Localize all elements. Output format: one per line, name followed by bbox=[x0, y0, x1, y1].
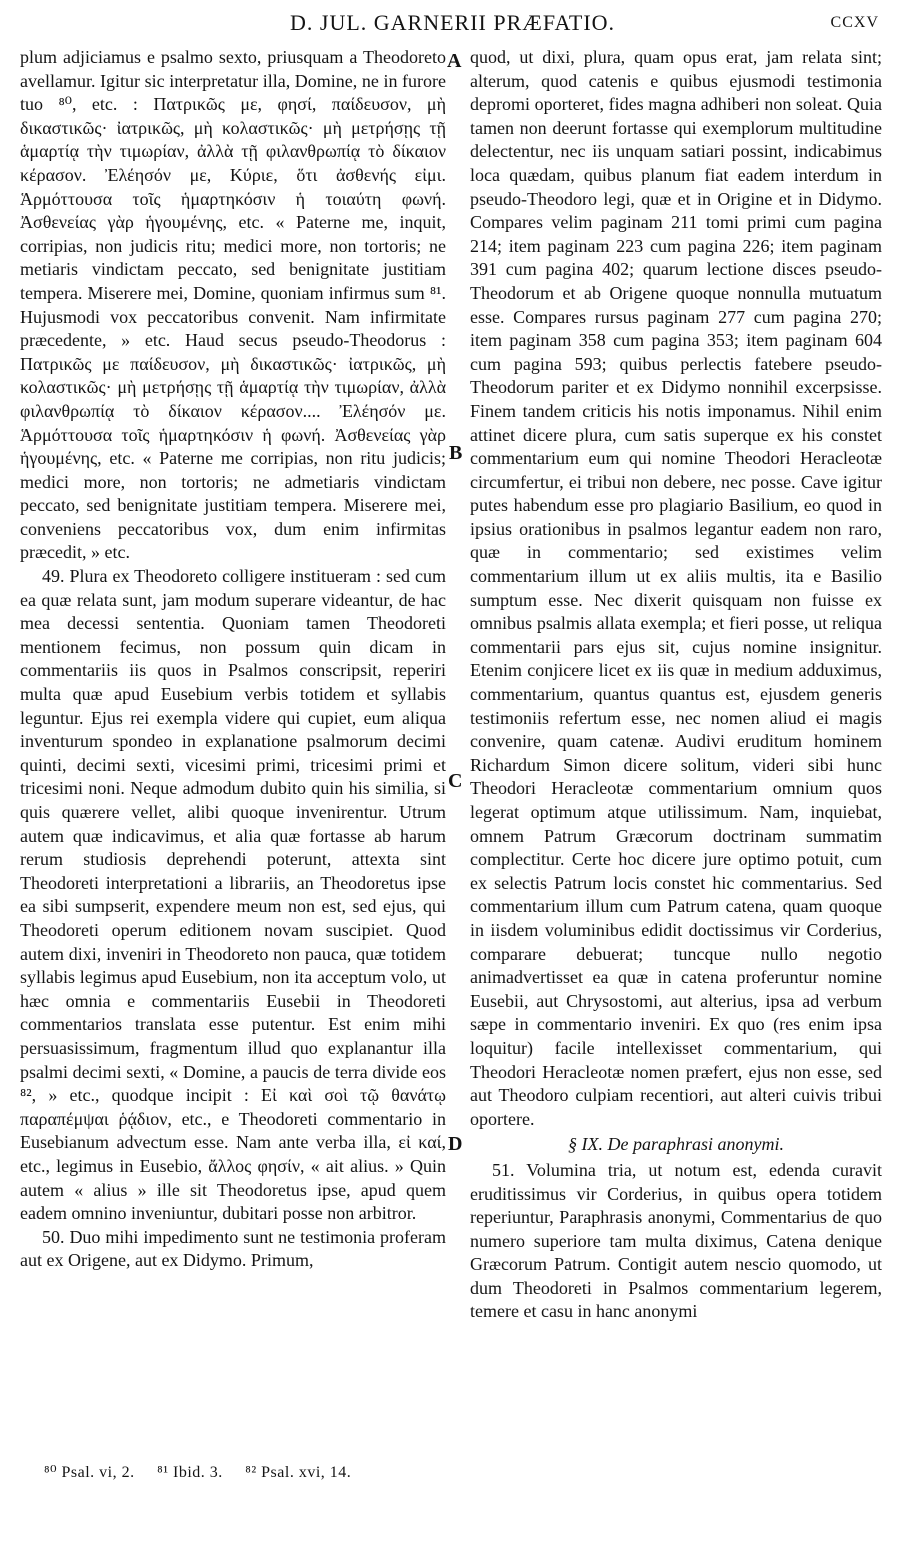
paragraph-continued-right: quod, ut dixi, plura, quam opus erat, jam relata sint; alterum, quod catenis e quibus ejusmodi testimonia depromi oporteret, fides magna adhiberi non soleat. Quia tamen non deerunt fortasse qui exemplorum multitudine delectentur, nec iis unquam satiari possint, indicabimus loca quædam, quibus planum fiat eadem interdum in pseudo-Theodoro legi, quæ et in Origine et in Didymo. Compares velim paginam 211 tomi primi cum pagina 214; item paginam 223 cum pagina 226; item paginam 391 cum pagina 402; quarum lectione disces pseudo-Theodorum et ab Origene quoque nonnulla mutuatum esse. Compares rursus paginam 277 cum pagina 270; item paginam 358 cum pagina 353; item paginam 604 cum pagina 593; quibus perlectis fatebere pseudo-Theodorum pariter et ex Didymo nonnihil excerpsisse. Finem tandem criticis his notis imponamus. Nihil enim attinet dicere plura, cum satis superque ex his constet commentarium eum qui nomine Theodori Heracleotæ circumfertur, ei tribui non debere, nec posse. Cave igitur putes habendum esse pro plagiario Basilium, eo quod in ipsius orationibus in psalmos legantur eadem non raro, quæ in commentario; sed existimes velim commentarium illum ut ex aliis multis, ita e Basilio sumptum esse. Nec dixerit quisquam non fuisse ex omnibus psalmis allata exempla; et fieri posse, ut reliqua commentarii pars ejus sit, cujus nomine insignitur. Etenim conjicere licet ex iis quæ in medium adduximus, commentarium, quantus quantus est, ejusdem generis testimoniis refertum esse, nec nomen aliud ei magis convenire, quam catenæ. Audivi eruditum hominem Richardum Simon dicere solitum, videri sibi hunc Theodori Heracleotæ commentarium omnium quos legerat optimum atque utilissimum. Nam, inquiebat, omnem Patrum Græcorum doctrinam summatim complectitur. Certe hoc dicere jure optimo potuit, cum ex selectis Patrum locis constet hic commentarius. Sed commentarium illum cum Patrum catena, quam quoque in iisdem voluminibus edidit doctissimus vir Corderius, comparare debuerat; tuncque nullo negotio animadvertisset ea quæ in catena proferuntur nomine Eusebii, aut Chrysostomi, aut alterius, ipsa ad verbum sæpe in commentario inveniri. Ex quo (res enim ipsa loquitur) facile intellexisset commentarium, qui Theodori Heracleotæ nomen præfert, ejus non esse, sed aut Theodoro culpiam recentiori, aut alteri cuivis tribui oportere. bbox=[470, 47, 882, 1129]
footnote-82: ⁸² Psal. xvi, 14. bbox=[245, 1464, 352, 1481]
left-column bbox=[20, 46, 446, 1273]
footnote-80: ⁸⁰ Psal. vi, 2. bbox=[44, 1464, 135, 1481]
right-column bbox=[470, 46, 882, 1324]
margin-marker-c: C bbox=[448, 770, 463, 792]
margin-marker-d: D bbox=[448, 1133, 463, 1155]
section-heading: § IX. De paraphrasi anonymi. bbox=[568, 1134, 784, 1155]
margin-marker-a: A bbox=[447, 50, 462, 72]
margin-marker-b: B bbox=[449, 442, 463, 464]
page-header bbox=[0, 10, 905, 40]
footnotes bbox=[44, 1462, 369, 1482]
footnote-81: ⁸¹ Ibid. 3. bbox=[157, 1464, 223, 1481]
paragraph-49: 49. Plura ex Theodoreto colligere institueram : sed cum ea quæ relata sunt, jam modum superare videantur, de hac mea decessi sententia. Quoniam tamen Theodoreti mentionem fecimus, non possum quin dicam in commentariis iis quos in Psalmos conscripsit, reperiri multa quæ apud Eusebium verbis totidem et syllabis leguntur. Ejus rei exempla videre qui cupiet, eum aliqua inventurum spondeo in explanatione psalmorum decimi quinti, decimi sexti, vicesimi primi, tricesimi primi et tricesimi noni. Neque admodum dubito quin his similia, si quis quærere vellet, alibi quoque invenirentur. Utrum autem quæ indicavimus, et alia quæ fortasse ab harum rerum studiosis deprehendi poterunt, attexta sint Theodoreti interpretationi a librariis, an Theodoretus ipse ea sibi sumpserit, expendere meum non est, sed ejus, qui Theodoreti operum editionem novam suscipiet. Quod autem dixi, inveniri in Theodoreto non pauca, quæ totidem syllabis legimus apud Eusebium, non ita acceptum volo, ut hæc omnia e commentariis Eusebii in Theodoreti commentarios translata esse putentur. Est enim mihi persuasissimum, fragmentum illud quo explanantur illa psalmi decimi sexti, « Domine, a paucis de terra divide eos ⁸², » etc., quodque incipit : Εἰ καὶ σοὶ τῷ θανάτῳ παραπέμψαι ῥᾴδιον, etc., e Theodoreti commentario in Eusebianum advectum esse. Nam ante verba illa, εἰ καί, etc., legimus in Eusebio, ἄλλος φησίν, « ait alius. » Quin autem « alius » ille sit Theodoretus ipse, apud quem eadem omnino inveniuntur, dubitari posse non arbitror. bbox=[20, 566, 446, 1224]
paragraph-50: 50. Duo mihi impedimento sunt ne testimonia proferam aut ex Origene, aut ex Didymo. Primum, bbox=[20, 1226, 446, 1271]
page-number: CCXV bbox=[830, 14, 879, 31]
paragraph-51: 51. Volumina tria, ut notum est, edenda curavit eruditissimus vir Corderius, in quibus opera totidem reperiuntur, Paraphrasis anonymi, Commentarius de quo numero superiore tam multa diximus, Catena denique Græcorum Patrum. Contigit autem nescio quomodo, ut dum Theodoreti in Psalmos commentarium legerem, temere et casu in hanc anonymi bbox=[470, 1159, 882, 1322]
paragraph-continued: plum adjiciamus e psalmo sexto, priusquam a Theodoreto avellamur. Igitur sic interpretatur illa, Domine, ne in furore tuo ⁸⁰, etc. : Πατρικῶς με, φησί, παίδευσον, μὴ δικαστικῶς· ἰατρικῶς, μὴ κολαστικῶς· μὴ μετρήσῃς τῇ ἁμαρτίᾳ τὴν τιμωρίαν, ἀλλὰ τῇ φιλανθρωπίᾳ τὸ δίκαιον κέρασον. Ἐλέησόν με, Κύριε, ὅτι ἀσθενής εἰμι. Ἁρμόττουσα τοῖς ἡμαρτηκόσιν ἡ τοιαύτη φωνή. Ἀσθενείας γὰρ ἡγουμένης, etc. « Paterne me, inquit, corripias, non judicis ritu; medici more, non tortoris; ne metiaris vindictam peccato, sed benignitate justitiam tempera. Miserere mei, Domine, quoniam infirmus sum ⁸¹. Hujusmodi vox peccatoribus convenit. Nam infirmitate præcedente, » etc. Haud secus pseudo-Theodorus : Πατρικῶς με παίδευσον, μὴ δικαστικῶς· ἰατρικῶς, μὴ κολαστικῶς· μὴ μετρήσῃς τῇ ἁμαρτίᾳ τὴν τιμωρίαν, ἀλλὰ φιλανθρωπίᾳ τὸ δίκαιον κέρασον.... Ἐλέησόν με. Ἁρμόττουσα τοῖς ἡμαρτηκόσιν ἡ φωνή. Ἀσθενείας γὰρ ἡγουμένης, etc. « Paterne me corripias, non ritu judicis; medici more, non tortoris; ne admetiaris vindictam peccato, sed benignitate justitiam tempera. Miserere mei, conveniens peccatoribus vox, dum enim infirmitas præcedit, » etc. bbox=[20, 47, 446, 563]
running-title: D. JUL. GARNERII PRÆFATIO. bbox=[290, 10, 616, 35]
